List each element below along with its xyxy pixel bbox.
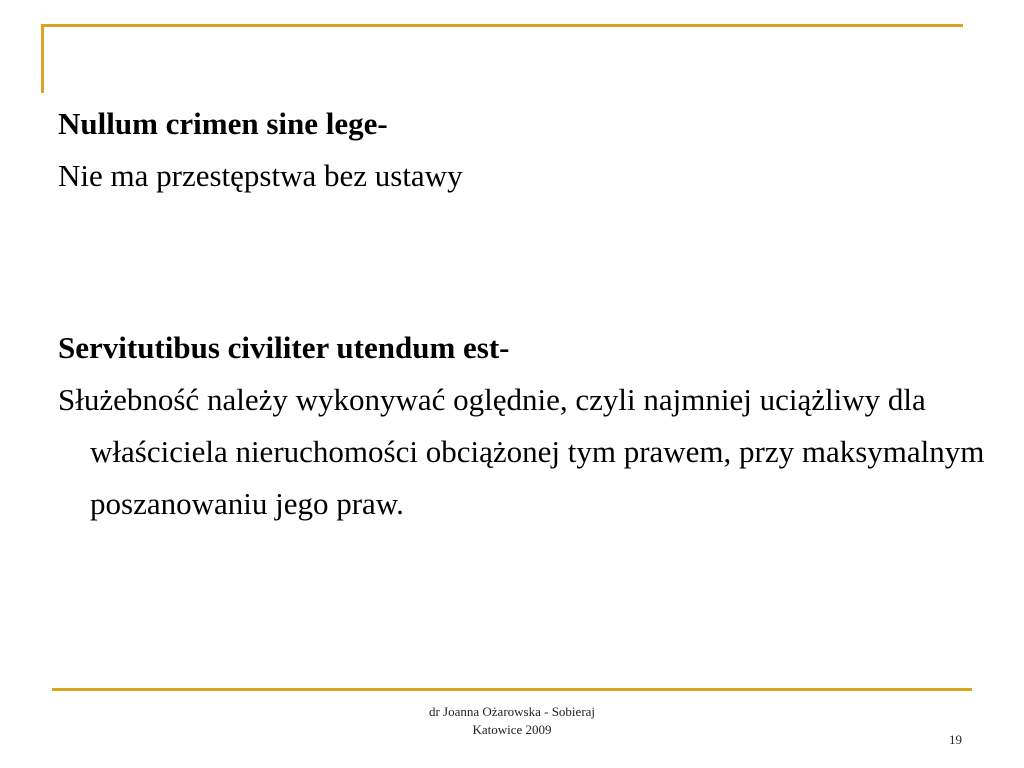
top-accent-line: [41, 24, 963, 27]
footer-credit: [362, 703, 662, 739]
slide-content: [58, 98, 985, 530]
footer-place-year: Katowice 2009: [472, 722, 552, 737]
section-2-text: Służebność należy wykonywać oględnie, czyli najmniej uciążliwy dla właściciela nieruchomości obciążonej tym prawem, przy maksymalnym poszanowaniu jego praw.: [58, 382, 985, 521]
section-1-text: Nie ma przestępstwa bez ustawy: [58, 158, 463, 193]
footer-divider: [52, 688, 972, 691]
footer-author: dr Joanna Ożarowska - Sobieraj: [428, 704, 596, 719]
slide-page-number: 19: [949, 732, 962, 747]
section-2-heading: Servitutibus civiliter utendum est-: [58, 330, 510, 365]
section-spacer: [58, 202, 968, 322]
section-1-heading: Nullum crimen sine lege-: [58, 106, 388, 141]
left-accent-line: [41, 24, 44, 93]
